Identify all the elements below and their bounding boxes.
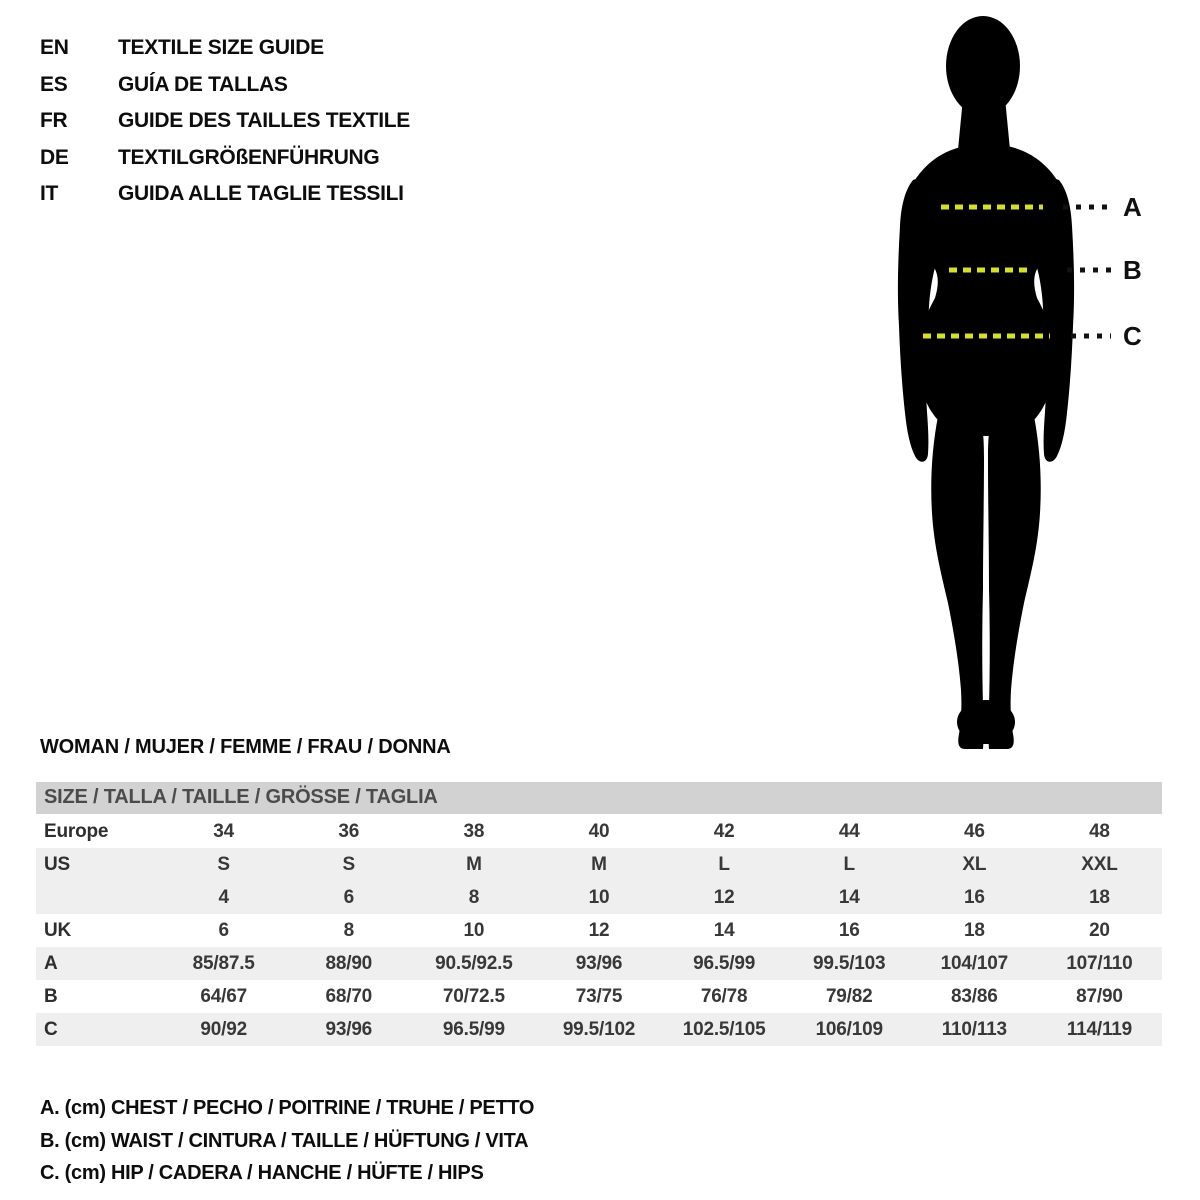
table-row	[36, 914, 1162, 947]
language-title: TEXTILGRÖßENFÜHRUNG	[118, 145, 380, 169]
size-cell: 18	[1037, 881, 1162, 914]
legend-line: C. (cm) HIP / CADERA / HANCHE / HÜFTE / HIPS	[40, 1162, 484, 1184]
size-cell: 12	[588, 919, 610, 941]
size-cell: M	[536, 848, 661, 881]
size-table-head	[36, 782, 1162, 815]
size-cell: 36	[338, 821, 360, 843]
row-label: UK	[44, 919, 72, 941]
language-code: IT	[40, 182, 59, 206]
size-cell: 46	[963, 821, 985, 843]
size-cell: 79/82	[825, 985, 873, 1007]
language-code: EN	[40, 36, 69, 60]
size-cell: S	[161, 848, 286, 881]
legend-line: B. (cm) WAIST / CINTURA / TAILLE / HÜFTUNG / VITA	[40, 1129, 529, 1152]
size-cell: 42	[713, 821, 735, 843]
size-cell: 110/113	[912, 1013, 1037, 1046]
language-title: GUÍA DE TALLAS	[118, 72, 288, 96]
row-label: US	[36, 848, 161, 881]
size-cell: 40	[588, 821, 610, 843]
gender-title: WOMAN / MUJER / FEMME / FRAU / DONNA	[40, 736, 451, 758]
size-cell: 93/96	[536, 947, 661, 980]
size-cell: 48	[1089, 821, 1110, 843]
size-cell: 99.5/103	[787, 947, 912, 980]
size-table-header: SIZE / TALLA / TAILLE / GRÖSSE / TAGLIA	[36, 782, 1162, 815]
table-row	[36, 815, 1162, 848]
size-cell: 68/70	[325, 985, 373, 1007]
size-cell: 44	[838, 821, 860, 843]
size-cell: 99.5/102	[536, 1013, 661, 1046]
size-cell: 88/90	[286, 947, 411, 980]
woman-silhouette	[898, 16, 1074, 749]
table-row	[36, 881, 1162, 914]
size-cell: 90/92	[161, 1013, 286, 1046]
size-cell: 85/87.5	[161, 947, 286, 980]
size-cell: 38	[463, 821, 485, 843]
size-cell: 6	[286, 881, 411, 914]
measure-label-b: B	[1123, 255, 1142, 285]
row-label	[36, 881, 161, 914]
language-title: TEXTILE SIZE GUIDE	[118, 36, 324, 60]
size-cell: L	[662, 848, 787, 881]
size-table-header-row	[36, 782, 1162, 815]
size-cell: XXL	[1037, 848, 1162, 881]
size-cell: 102.5/105	[662, 1013, 787, 1046]
language-row	[40, 140, 410, 177]
size-cell: 34	[213, 821, 235, 843]
size-cell: 83/86	[951, 985, 998, 1007]
language-row	[40, 67, 410, 104]
size-cell: 8	[411, 881, 536, 914]
size-cell: L	[787, 848, 912, 881]
size-cell: 73/75	[575, 985, 623, 1007]
table-row	[36, 1013, 1162, 1046]
row-label: B	[44, 985, 58, 1007]
size-cell: 106/109	[787, 1013, 912, 1046]
size-cell: 8	[343, 919, 354, 941]
size-cell: 70/72.5	[442, 985, 505, 1007]
size-cell: S	[286, 848, 411, 881]
language-title: GUIDE DES TAILLES TEXTILE	[118, 109, 410, 133]
size-cell: 93/96	[286, 1013, 411, 1046]
size-cell: 76/78	[700, 985, 748, 1007]
size-cell: XL	[912, 848, 1037, 881]
size-cell: 4	[161, 881, 286, 914]
language-row	[40, 103, 410, 140]
size-cell: 18	[963, 919, 985, 941]
table-row	[36, 980, 1162, 1013]
size-cell: 64/67	[200, 985, 247, 1007]
size-cell: M	[411, 848, 536, 881]
table-row	[36, 848, 1162, 881]
size-cell: 10	[463, 919, 485, 941]
language-row	[40, 30, 410, 67]
size-table-body	[36, 815, 1162, 1046]
size-cell: 107/110	[1037, 947, 1162, 980]
row-label: A	[36, 947, 161, 980]
legend-line: A. (cm) CHEST / PECHO / POITRINE / TRUHE / PETTO	[40, 1097, 535, 1119]
size-cell: 16	[912, 881, 1037, 914]
language-code: ES	[40, 72, 68, 96]
measurement-figure	[855, 8, 1200, 753]
size-cell: 90.5/92.5	[411, 947, 536, 980]
language-title: GUIDA ALLE TAGLIE TESSILI	[118, 182, 404, 206]
woman-silhouette-svg	[855, 8, 1200, 753]
row-label: C	[36, 1013, 161, 1046]
size-cell: 6	[218, 919, 229, 941]
size-cell: 10	[536, 881, 661, 914]
size-cell: 96.5/99	[411, 1013, 536, 1046]
measure-label-c: C	[1123, 321, 1142, 351]
language-title-list	[40, 30, 410, 213]
size-cell: 12	[662, 881, 787, 914]
language-code: FR	[40, 109, 68, 133]
language-row	[40, 176, 410, 213]
size-cell: 87/90	[1076, 985, 1123, 1007]
size-cell: 20	[1089, 919, 1110, 941]
size-cell: 104/107	[912, 947, 1037, 980]
size-cell: 96.5/99	[662, 947, 787, 980]
measure-label-a: A	[1123, 192, 1142, 222]
size-cell: 16	[838, 919, 860, 941]
size-cell: 14	[787, 881, 912, 914]
row-label: Europe	[44, 821, 109, 843]
size-cell: 114/119	[1037, 1013, 1162, 1046]
size-cell: 14	[713, 919, 735, 941]
language-code: DE	[40, 145, 69, 169]
measurement-legend	[40, 1092, 534, 1190]
size-table	[36, 782, 1162, 1046]
table-row	[36, 947, 1162, 980]
